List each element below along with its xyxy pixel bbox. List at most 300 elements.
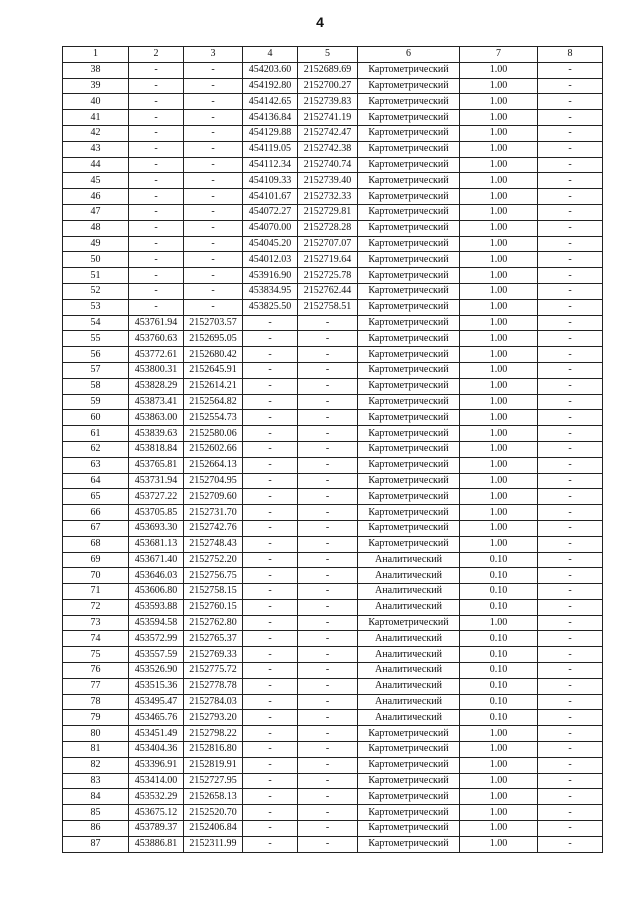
- y-old-cell: 2152798.22: [184, 726, 243, 742]
- point-number-cell: 68: [63, 536, 129, 552]
- point-number-cell: 57: [63, 362, 129, 378]
- method-cell: Картометрический: [358, 773, 460, 789]
- y-old-cell: -: [184, 268, 243, 284]
- column-header: 7: [460, 47, 538, 63]
- method-cell: Картометрический: [358, 62, 460, 78]
- method-cell: Картометрический: [358, 125, 460, 141]
- x-new-cell: 454112.34: [243, 157, 298, 173]
- y-new-cell: -: [298, 678, 358, 694]
- table-row: [63, 821, 603, 837]
- y-old-cell: 2152775.72: [184, 663, 243, 679]
- y-new-cell: -: [298, 631, 358, 647]
- x-new-cell: 453916.90: [243, 268, 298, 284]
- y-old-cell: 2152703.57: [184, 315, 243, 331]
- description-cell: -: [538, 726, 603, 742]
- x-old-cell: 453789.37: [129, 821, 184, 837]
- description-cell: -: [538, 552, 603, 568]
- accuracy-cell: 1.00: [460, 78, 538, 94]
- x-old-cell: 453693.30: [129, 520, 184, 536]
- method-cell: Картометрический: [358, 157, 460, 173]
- x-old-cell: -: [129, 220, 184, 236]
- x-old-cell: -: [129, 157, 184, 173]
- point-number-cell: 38: [63, 62, 129, 78]
- description-cell: -: [538, 331, 603, 347]
- x-old-cell: 453495.47: [129, 694, 184, 710]
- y-new-cell: -: [298, 726, 358, 742]
- point-number-cell: 59: [63, 394, 129, 410]
- method-cell: Картометрический: [358, 742, 460, 758]
- accuracy-cell: 1.00: [460, 742, 538, 758]
- description-cell: -: [538, 536, 603, 552]
- y-old-cell: 2152664.13: [184, 457, 243, 473]
- accuracy-cell: 1.00: [460, 536, 538, 552]
- y-old-cell: -: [184, 204, 243, 220]
- x-new-cell: -: [243, 615, 298, 631]
- y-old-cell: 2152748.43: [184, 536, 243, 552]
- table-row: [63, 110, 603, 126]
- point-number-cell: 63: [63, 457, 129, 473]
- method-cell: Картометрический: [358, 252, 460, 268]
- y-old-cell: 2152762.80: [184, 615, 243, 631]
- method-cell: Картометрический: [358, 94, 460, 110]
- y-old-cell: -: [184, 189, 243, 205]
- y-new-cell: 2152728.28: [298, 220, 358, 236]
- x-old-cell: 453646.03: [129, 568, 184, 584]
- point-number-cell: 83: [63, 773, 129, 789]
- x-new-cell: -: [243, 347, 298, 363]
- method-cell: Картометрический: [358, 473, 460, 489]
- x-old-cell: 453828.29: [129, 378, 184, 394]
- method-cell: Картометрический: [358, 836, 460, 852]
- x-new-cell: 454070.00: [243, 220, 298, 236]
- description-cell: -: [538, 773, 603, 789]
- accuracy-cell: 1.00: [460, 189, 538, 205]
- y-old-cell: -: [184, 173, 243, 189]
- point-number-cell: 65: [63, 489, 129, 505]
- point-number-cell: 52: [63, 283, 129, 299]
- point-number-cell: 81: [63, 742, 129, 758]
- y-old-cell: 2152778.78: [184, 678, 243, 694]
- x-new-cell: -: [243, 647, 298, 663]
- y-new-cell: -: [298, 742, 358, 758]
- description-cell: -: [538, 236, 603, 252]
- point-number-cell: 70: [63, 568, 129, 584]
- accuracy-cell: 1.00: [460, 441, 538, 457]
- accuracy-cell: 1.00: [460, 473, 538, 489]
- method-cell: Картометрический: [358, 173, 460, 189]
- x-new-cell: 453825.50: [243, 299, 298, 315]
- accuracy-cell: 1.00: [460, 268, 538, 284]
- accuracy-cell: 1.00: [460, 426, 538, 442]
- accuracy-cell: 0.10: [460, 552, 538, 568]
- y-old-cell: -: [184, 252, 243, 268]
- point-number-cell: 82: [63, 757, 129, 773]
- table-row: [63, 410, 603, 426]
- point-number-cell: 84: [63, 789, 129, 805]
- y-old-cell: -: [184, 94, 243, 110]
- x-new-cell: -: [243, 457, 298, 473]
- x-new-cell: 454192.80: [243, 78, 298, 94]
- y-new-cell: 2152729.81: [298, 204, 358, 220]
- accuracy-cell: 1.00: [460, 220, 538, 236]
- x-old-cell: -: [129, 110, 184, 126]
- point-number-cell: 48: [63, 220, 129, 236]
- method-cell: Картометрический: [358, 394, 460, 410]
- description-cell: -: [538, 584, 603, 600]
- y-new-cell: -: [298, 599, 358, 615]
- description-cell: -: [538, 821, 603, 837]
- table-row: [63, 757, 603, 773]
- point-number-cell: 79: [63, 710, 129, 726]
- description-cell: -: [538, 710, 603, 726]
- x-old-cell: 453451.49: [129, 726, 184, 742]
- point-number-cell: 74: [63, 631, 129, 647]
- point-number-cell: 47: [63, 204, 129, 220]
- accuracy-cell: 1.00: [460, 236, 538, 252]
- y-new-cell: -: [298, 536, 358, 552]
- y-old-cell: -: [184, 299, 243, 315]
- accuracy-cell: 0.10: [460, 663, 538, 679]
- x-new-cell: -: [243, 678, 298, 694]
- y-old-cell: 2152614.21: [184, 378, 243, 394]
- x-new-cell: -: [243, 410, 298, 426]
- x-new-cell: -: [243, 426, 298, 442]
- x-new-cell: -: [243, 663, 298, 679]
- x-new-cell: 454129.88: [243, 125, 298, 141]
- y-new-cell: 2152741.19: [298, 110, 358, 126]
- description-cell: -: [538, 299, 603, 315]
- method-cell: Картометрический: [358, 141, 460, 157]
- table-row: [63, 189, 603, 205]
- table-row: [63, 94, 603, 110]
- method-cell: Картометрический: [358, 110, 460, 126]
- y-new-cell: -: [298, 615, 358, 631]
- y-new-cell: -: [298, 473, 358, 489]
- coordinates-table: [62, 46, 603, 853]
- y-new-cell: -: [298, 315, 358, 331]
- y-new-cell: 2152739.83: [298, 94, 358, 110]
- accuracy-cell: 0.10: [460, 631, 538, 647]
- y-new-cell: 2152758.51: [298, 299, 358, 315]
- accuracy-cell: 1.00: [460, 62, 538, 78]
- y-new-cell: -: [298, 552, 358, 568]
- y-new-cell: -: [298, 773, 358, 789]
- accuracy-cell: 1.00: [460, 836, 538, 852]
- x-old-cell: 453800.31: [129, 362, 184, 378]
- point-number-cell: 75: [63, 647, 129, 663]
- y-new-cell: -: [298, 394, 358, 410]
- description-cell: -: [538, 615, 603, 631]
- table-row: [63, 141, 603, 157]
- y-old-cell: -: [184, 157, 243, 173]
- y-new-cell: -: [298, 805, 358, 821]
- x-old-cell: 453818.84: [129, 441, 184, 457]
- accuracy-cell: 1.00: [460, 347, 538, 363]
- description-cell: -: [538, 78, 603, 94]
- x-new-cell: -: [243, 789, 298, 805]
- point-number-cell: 80: [63, 726, 129, 742]
- x-old-cell: 453396.91: [129, 757, 184, 773]
- table-row: [63, 773, 603, 789]
- method-cell: Аналитический: [358, 584, 460, 600]
- description-cell: -: [538, 457, 603, 473]
- x-new-cell: -: [243, 757, 298, 773]
- x-old-cell: 453765.81: [129, 457, 184, 473]
- method-cell: Картометрический: [358, 362, 460, 378]
- x-new-cell: -: [243, 599, 298, 615]
- method-cell: Картометрический: [358, 726, 460, 742]
- x-old-cell: 453839.63: [129, 426, 184, 442]
- method-cell: Картометрический: [358, 615, 460, 631]
- x-old-cell: 453863.00: [129, 410, 184, 426]
- x-new-cell: -: [243, 315, 298, 331]
- description-cell: -: [538, 378, 603, 394]
- accuracy-cell: 1.00: [460, 94, 538, 110]
- x-new-cell: -: [243, 378, 298, 394]
- x-old-cell: 453526.90: [129, 663, 184, 679]
- description-cell: -: [538, 789, 603, 805]
- y-new-cell: -: [298, 584, 358, 600]
- y-old-cell: 2152658.13: [184, 789, 243, 805]
- y-new-cell: -: [298, 441, 358, 457]
- x-old-cell: 453727.22: [129, 489, 184, 505]
- x-new-cell: -: [243, 362, 298, 378]
- y-old-cell: -: [184, 110, 243, 126]
- point-number-cell: 58: [63, 378, 129, 394]
- accuracy-cell: 0.10: [460, 599, 538, 615]
- point-number-cell: 51: [63, 268, 129, 284]
- y-old-cell: 2152406.84: [184, 821, 243, 837]
- y-new-cell: -: [298, 568, 358, 584]
- accuracy-cell: 1.00: [460, 789, 538, 805]
- x-new-cell: 454119.05: [243, 141, 298, 157]
- table-row: [63, 836, 603, 852]
- x-old-cell: -: [129, 299, 184, 315]
- x-new-cell: -: [243, 742, 298, 758]
- table-row: [63, 441, 603, 457]
- y-new-cell: -: [298, 757, 358, 773]
- x-new-cell: 454142.65: [243, 94, 298, 110]
- x-new-cell: -: [243, 805, 298, 821]
- accuracy-cell: 1.00: [460, 157, 538, 173]
- accuracy-cell: 1.00: [460, 141, 538, 157]
- point-number-cell: 62: [63, 441, 129, 457]
- y-old-cell: 2152784.03: [184, 694, 243, 710]
- accuracy-cell: 1.00: [460, 125, 538, 141]
- description-cell: -: [538, 836, 603, 852]
- point-number-cell: 87: [63, 836, 129, 852]
- table-row: [63, 283, 603, 299]
- point-number-cell: 43: [63, 141, 129, 157]
- description-cell: -: [538, 125, 603, 141]
- point-number-cell: 77: [63, 678, 129, 694]
- x-old-cell: 453414.00: [129, 773, 184, 789]
- table-row: [63, 473, 603, 489]
- y-old-cell: -: [184, 78, 243, 94]
- table-row: [63, 647, 603, 663]
- table-row: [63, 157, 603, 173]
- description-cell: -: [538, 426, 603, 442]
- method-cell: Картометрический: [358, 536, 460, 552]
- table-row: [63, 331, 603, 347]
- x-new-cell: 454203.60: [243, 62, 298, 78]
- description-cell: -: [538, 204, 603, 220]
- y-new-cell: -: [298, 331, 358, 347]
- y-old-cell: 2152752.20: [184, 552, 243, 568]
- column-header: 5: [298, 47, 358, 63]
- table-row: [63, 742, 603, 758]
- table-row: [63, 394, 603, 410]
- table-row: [63, 584, 603, 600]
- accuracy-cell: 0.10: [460, 710, 538, 726]
- table-row: [63, 378, 603, 394]
- y-old-cell: 2152765.37: [184, 631, 243, 647]
- method-cell: Картометрический: [358, 378, 460, 394]
- method-cell: Аналитический: [358, 647, 460, 663]
- x-old-cell: -: [129, 189, 184, 205]
- table-row: [63, 204, 603, 220]
- description-cell: -: [538, 568, 603, 584]
- x-old-cell: 453772.61: [129, 347, 184, 363]
- y-old-cell: 2152520.70: [184, 805, 243, 821]
- method-cell: Картометрический: [358, 757, 460, 773]
- accuracy-cell: 1.00: [460, 520, 538, 536]
- point-number-cell: 73: [63, 615, 129, 631]
- description-cell: -: [538, 473, 603, 489]
- x-old-cell: -: [129, 236, 184, 252]
- x-old-cell: -: [129, 268, 184, 284]
- accuracy-cell: 1.00: [460, 821, 538, 837]
- y-old-cell: 2152680.42: [184, 347, 243, 363]
- x-old-cell: -: [129, 204, 184, 220]
- description-cell: -: [538, 220, 603, 236]
- y-old-cell: 2152760.15: [184, 599, 243, 615]
- table-row: [63, 615, 603, 631]
- table-row: [63, 599, 603, 615]
- method-cell: Аналитический: [358, 663, 460, 679]
- accuracy-cell: 1.00: [460, 252, 538, 268]
- table-row: [63, 362, 603, 378]
- y-old-cell: -: [184, 62, 243, 78]
- table-row: [63, 299, 603, 315]
- x-new-cell: -: [243, 821, 298, 837]
- table-row: [63, 710, 603, 726]
- accuracy-cell: 1.00: [460, 757, 538, 773]
- accuracy-cell: 1.00: [460, 505, 538, 521]
- y-old-cell: 2152816.80: [184, 742, 243, 758]
- table-row: [63, 678, 603, 694]
- table-row: [63, 268, 603, 284]
- method-cell: Аналитический: [358, 710, 460, 726]
- method-cell: Картометрический: [358, 520, 460, 536]
- x-old-cell: 453886.81: [129, 836, 184, 852]
- table-row: [63, 236, 603, 252]
- column-header: 6: [358, 47, 460, 63]
- point-number-cell: 56: [63, 347, 129, 363]
- y-old-cell: 2152793.20: [184, 710, 243, 726]
- y-new-cell: 2152719.64: [298, 252, 358, 268]
- description-cell: -: [538, 757, 603, 773]
- accuracy-cell: 1.00: [460, 110, 538, 126]
- method-cell: Аналитический: [358, 568, 460, 584]
- x-new-cell: -: [243, 394, 298, 410]
- y-new-cell: -: [298, 821, 358, 837]
- description-cell: -: [538, 268, 603, 284]
- method-cell: Картометрический: [358, 789, 460, 805]
- accuracy-cell: 1.00: [460, 173, 538, 189]
- method-cell: Картометрический: [358, 268, 460, 284]
- point-number-cell: 64: [63, 473, 129, 489]
- description-cell: -: [538, 410, 603, 426]
- x-new-cell: -: [243, 505, 298, 521]
- y-new-cell: -: [298, 347, 358, 363]
- x-old-cell: 453671.40: [129, 552, 184, 568]
- y-new-cell: -: [298, 362, 358, 378]
- point-number-cell: 67: [63, 520, 129, 536]
- x-old-cell: 453465.76: [129, 710, 184, 726]
- y-new-cell: 2152742.47: [298, 125, 358, 141]
- description-cell: -: [538, 252, 603, 268]
- method-cell: Картометрический: [358, 410, 460, 426]
- table-row: [63, 426, 603, 442]
- table-row: [63, 220, 603, 236]
- table-row: [63, 252, 603, 268]
- x-new-cell: -: [243, 568, 298, 584]
- table-row: [63, 78, 603, 94]
- description-cell: -: [538, 283, 603, 299]
- method-cell: Аналитический: [358, 678, 460, 694]
- description-cell: -: [538, 599, 603, 615]
- x-old-cell: 453606.80: [129, 584, 184, 600]
- y-new-cell: 2152740.74: [298, 157, 358, 173]
- y-old-cell: 2152602.66: [184, 441, 243, 457]
- x-new-cell: -: [243, 520, 298, 536]
- method-cell: Картометрический: [358, 331, 460, 347]
- column-header: 2: [129, 47, 184, 63]
- x-old-cell: 453675.12: [129, 805, 184, 821]
- point-number-cell: 44: [63, 157, 129, 173]
- accuracy-cell: 0.10: [460, 694, 538, 710]
- y-old-cell: -: [184, 236, 243, 252]
- method-cell: Картометрический: [358, 441, 460, 457]
- y-new-cell: 2152700.27: [298, 78, 358, 94]
- x-old-cell: -: [129, 125, 184, 141]
- description-cell: -: [538, 110, 603, 126]
- table-row: [63, 347, 603, 363]
- accuracy-cell: 0.10: [460, 568, 538, 584]
- description-cell: -: [538, 805, 603, 821]
- accuracy-cell: 1.00: [460, 773, 538, 789]
- table-row: [63, 62, 603, 78]
- y-old-cell: 2152704.95: [184, 473, 243, 489]
- y-old-cell: 2152645.91: [184, 362, 243, 378]
- x-new-cell: 454136.84: [243, 110, 298, 126]
- x-new-cell: -: [243, 584, 298, 600]
- method-cell: Картометрический: [358, 457, 460, 473]
- description-cell: -: [538, 62, 603, 78]
- y-new-cell: -: [298, 647, 358, 663]
- x-new-cell: 454101.67: [243, 189, 298, 205]
- point-number-cell: 86: [63, 821, 129, 837]
- point-number-cell: 71: [63, 584, 129, 600]
- x-new-cell: -: [243, 441, 298, 457]
- x-new-cell: 454109.33: [243, 173, 298, 189]
- y-new-cell: 2152739.40: [298, 173, 358, 189]
- x-old-cell: 453731.94: [129, 473, 184, 489]
- method-cell: Картометрический: [358, 204, 460, 220]
- x-old-cell: -: [129, 62, 184, 78]
- accuracy-cell: 1.00: [460, 726, 538, 742]
